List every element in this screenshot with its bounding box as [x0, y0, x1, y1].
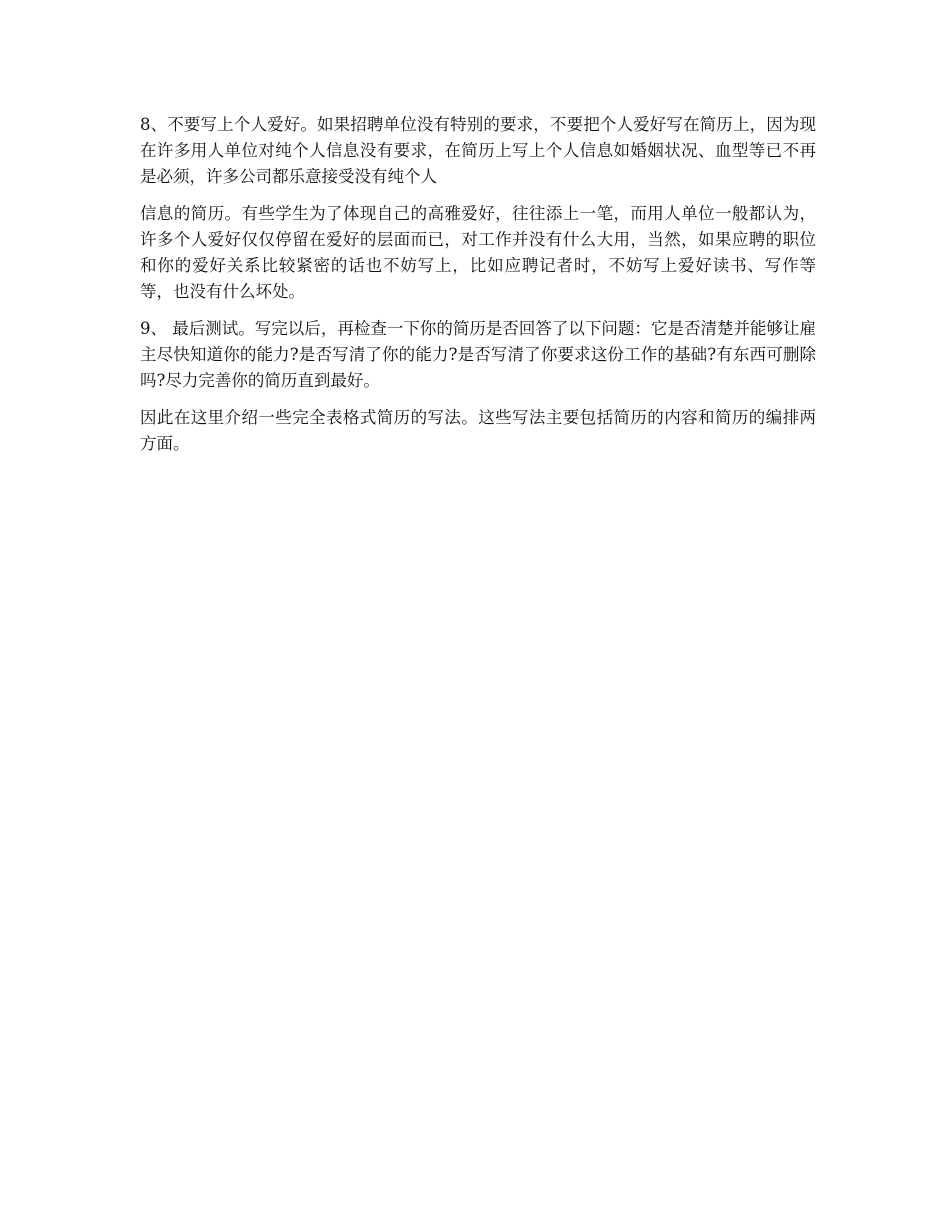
document-body: [140, 112, 816, 468]
paragraph-table-resume-intro: 因此在这里介绍一些完全表格式简历的写法。这些写法主要包括简历的内容和简历的编排两方面。: [140, 408, 816, 453]
paragraph-hobbies-continued: 信息的简历。有些学生为了体现自己的高雅爱好，往往添上一笔，而用人单位一般都认为，许多个人爱好仅仅停留在爱好的层面而已，对工作并没有什么大用，当然，如果应聘的职位和你的爱好关系比较紧密的话也不妨写上，比如应聘记者时，不妨写上爱好读书、写作等等，也没有什么坏处。: [140, 204, 816, 301]
paragraph-hobbies: 8、不要写上个人爱好。如果招聘单位没有特别的要求，不要把个人爱好写在简历上，因为现在许多用人单位对纯个人信息没有要求，在简历上写上个人信息如婚姻状况、血型等已不再是必须，许多公司都乐意接受没有纯个人: [140, 115, 816, 186]
paragraph-final-test: 9、 最后测试。写完以后，再检查一下你的简历是否回答了以下问题：它是否清楚并能够让雇主尽快知道你的能力?是否写清了你的能力?是否写清了你要求这份工作的基础?有东西可删除吗?尽力完善你的简历直到最好。: [140, 319, 816, 390]
